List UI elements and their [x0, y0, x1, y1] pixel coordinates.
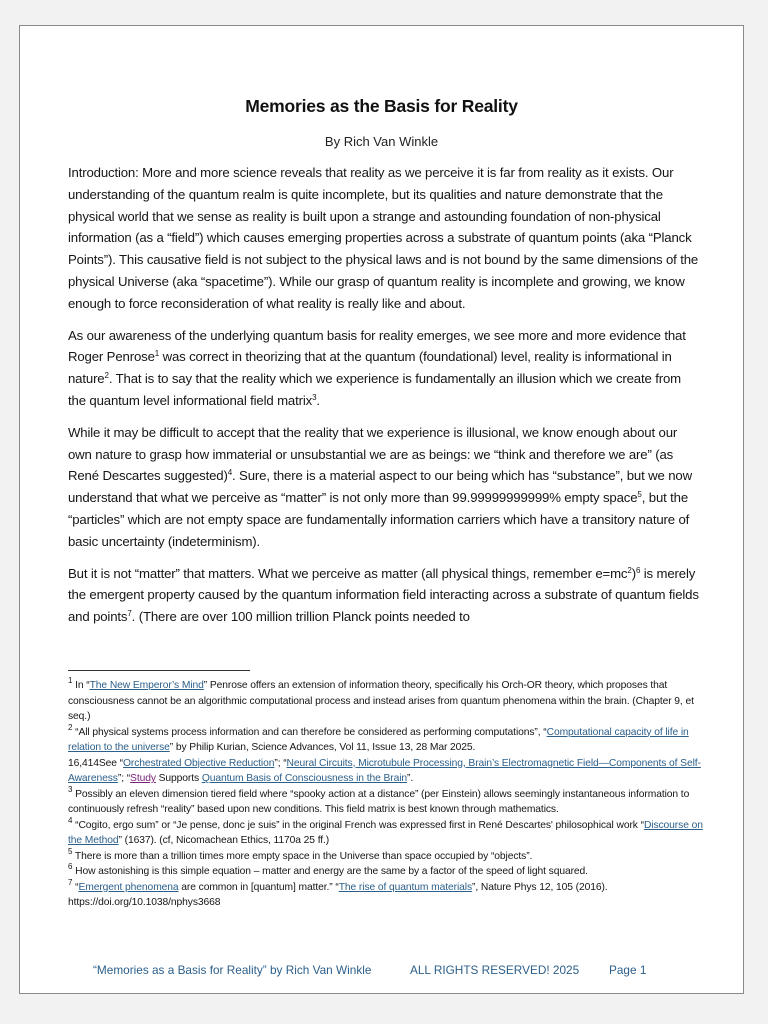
footnote-text: There is more than a trillion times more empty space in the Universe than space occupied by “objects”.	[72, 850, 533, 862]
link-quantum-basis-consciousness[interactable]: Quantum Basis of Consciousness in the Brain	[201, 773, 408, 784]
footnote-number: 2	[68, 722, 73, 732]
page-title: Memories as the Basis for Reality	[245, 96, 518, 116]
footnote-separator	[68, 670, 250, 671]
footnote-number: 7	[68, 877, 73, 887]
footnote-ref[interactable]: 6	[635, 565, 641, 575]
link-orchestrated-objective-reduction[interactable]: Orchestrated Objective Reduction	[123, 757, 275, 769]
byline: By Rich Van Winkle	[324, 134, 439, 149]
paragraph-text: Introduction: More and more science reveals that reality as we perceive it is far from reality as it exists. Our understanding of the quantum realm is quite incomplete, but its qualities and nature demonstrate that the physical world that we sense as reality is built upon a strange and astounding foundation of non-physical information (as a “field”) which causes emerging properties across a substrate of quantum points (aka “Planck Points”). This causative field is not subject to the physical laws and is not bound by the same dimensions of the physical Universe (aka “spacetime”). While our grasp of quantum reality is incomplete and growing, we know enough to force reconsideration of what reality is really like and about.	[68, 165, 699, 311]
footer-page-number: Page 1	[609, 963, 647, 977]
link-computational-capacity[interactable]: Computational capacity of life in relation to the universe	[68, 726, 689, 753]
footnotes	[68, 678, 704, 911]
paragraph-descartes	[68, 422, 702, 553]
footnote-7	[68, 877, 704, 911]
link-neural-circuits[interactable]: Neural Circuits, Microtubule Processing, Brain’s Electromagnetic Field—Components of Self-Awareness	[68, 757, 701, 784]
paragraph-text: was correct in theorizing that at the quantum (foundational) level, reality is informational in nature	[68, 349, 672, 387]
footnote-text: How astonishing is this simple equation – matter and energy are the same by a factor of the speed of light squared.	[72, 866, 588, 877]
footnote-text: ”; “	[117, 773, 131, 784]
footnote-2-continued	[68, 756, 704, 787]
footnote-ref[interactable]: 1	[154, 349, 160, 359]
paragraph-matter	[68, 563, 702, 628]
footnote-number: 4	[68, 815, 73, 825]
footnote-number: 3	[68, 784, 73, 794]
document-page	[19, 25, 744, 994]
paragraph-text: is merely the emergent property caused by the quantum information field interacting across a substrate of quantum fields and points	[68, 565, 699, 625]
paragraph-text: While it may be difficult to accept that the reality that we experience is illusional, we know enough about our own nature to grasp how immaterial or unsubstantial we are as beings: we “think and therefore we are” (as René Descartes suggested)	[68, 424, 678, 484]
footnote-text: 16,414See “	[68, 757, 124, 769]
footnote-text: In “	[72, 680, 90, 691]
paragraph-text: .	[316, 392, 320, 408]
footnote-text: ” (1637). (cf, Nicomachean Ethics, 1170a 25 ff.)	[118, 835, 330, 846]
link-rise-of-quantum-materials[interactable]: The rise of quantum materials	[338, 881, 473, 893]
paragraph-text: But it is not “matter” that matters. What we perceive as matter (all physical things, remember e=mc	[68, 565, 628, 581]
footer-rights: ALL RIGHTS RESERVED! 2025	[410, 963, 580, 977]
footnote-text: Supports	[155, 773, 202, 784]
paragraph-text: )	[631, 565, 636, 581]
exponent: 2	[627, 565, 632, 575]
paragraph-text: , but the “particles” which are not empty space are fundamentally information carriers which have a transitory nature of basic uncertainty (indeterminism).	[68, 490, 690, 549]
footnote-text: ” by Philip Kurian, Science Advances, Vol 11, Issue 13, 28 Mar 2025.	[169, 742, 476, 753]
footnote-ref[interactable]: 4	[227, 468, 233, 478]
paragraph-penrose	[68, 325, 702, 412]
link-emergent-phenomena[interactable]: Emergent phenomena	[78, 881, 179, 893]
footnote-3	[68, 784, 704, 818]
footnote-text: Possibly an eleven dimension tiered field where “spooky action at a distance” (per Einstein) allows seemingly instantaneous information to continuously refresh “reality” based upon new conditions. This field matrix is best known through mathematics.	[68, 788, 690, 815]
link-study[interactable]: Study	[130, 773, 156, 784]
footnote-text: ”; “	[274, 757, 287, 769]
footnote-6	[68, 864, 704, 880]
footer-title: “Memories as a Basis for Reality” by Rich Van Winkle	[93, 963, 372, 977]
body-text	[68, 162, 702, 638]
footnote-ref[interactable]: 7	[127, 609, 132, 619]
footnote-ref[interactable]: 5	[637, 490, 642, 500]
footnote-ref[interactable]: 3	[312, 392, 317, 402]
footnote-text: “All physical systems process information and can therefore be considered as performing computations”, “	[72, 726, 547, 738]
footnote-text: ”, Nature Phys 12, 105 (2016). https://doi.org/10.1038/nphys3668	[68, 881, 608, 908]
paragraph-text: . (There are over 100 million trillion Planck points needed to	[131, 609, 470, 625]
footnote-text: “Cogito, ergo sum” or “Je pense, donc je suis” in the original French was expressed first in René Descartes' philosophical work “	[72, 819, 644, 831]
paragraph-text: . Sure, there is a material aspect to our being which has “substance”, but we now understand that what we perceive as “matter” is not only more than 99.99999999999% empty space	[68, 468, 692, 506]
link-new-emperors-mind[interactable]: The New Emperor’s Mind	[89, 680, 204, 691]
paragraph-text: . That is to say that the reality which we experience is fundamentally an illusion which we create from the quantum level informational field matrix	[68, 371, 681, 408]
link-discourse-on-the-method[interactable]: Discourse on the Method	[68, 819, 703, 846]
footnote-4	[68, 815, 704, 849]
footnote-5	[68, 846, 704, 865]
footnote-number: 5	[68, 846, 73, 856]
footnote-text: “	[72, 881, 79, 893]
paragraph-introduction	[68, 162, 702, 315]
footnote-number: 1	[68, 676, 73, 685]
footnote-text: ” Penrose offers an extension of information theory, specifically his Orch-OR theory, which proposes that consciousness cannot be an algorithmic computational process and instead arises from quantum phenomena within the brain. (Chapter 9, et seq.)	[68, 680, 694, 722]
footnote-text: are common in [quantum] matter.” “	[178, 881, 339, 893]
paragraph-text: As our awareness of the underlying quantum basis for reality emerges, we see more and more evidence that Roger Penrose	[68, 327, 686, 365]
footnote-2	[68, 722, 704, 756]
footnote-number: 6	[68, 862, 73, 871]
footnote-1	[68, 678, 704, 725]
footnote-ref[interactable]: 2	[104, 371, 109, 381]
footnote-text: ”.	[407, 773, 414, 784]
